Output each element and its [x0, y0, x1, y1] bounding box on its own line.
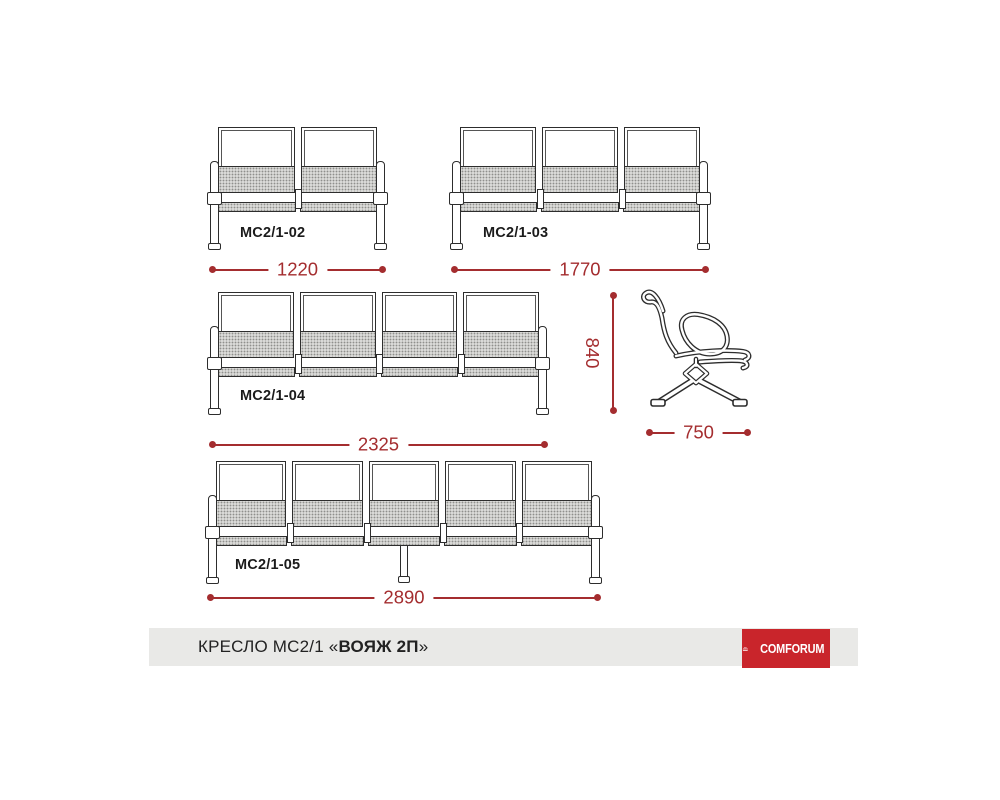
center-leg — [400, 545, 408, 579]
seat-back — [301, 127, 378, 193]
seat-back-upholstery — [370, 500, 438, 526]
seat-unit — [218, 292, 294, 377]
frame-bracket — [535, 357, 550, 370]
seat-pan-edge — [622, 193, 702, 203]
seat-pan-edge — [443, 527, 517, 537]
seat-back — [382, 292, 458, 358]
seat-cushion — [623, 203, 701, 212]
seat-unit — [369, 461, 439, 546]
product-title-series: КРЕСЛО МС2/1 « — [198, 637, 339, 656]
depth-dimension — [647, 421, 750, 443]
seat-back-upholstery — [217, 500, 285, 526]
seat-cushion — [541, 203, 619, 212]
frame-bracket — [205, 526, 220, 539]
seat-pan-edge — [380, 358, 460, 368]
seat-cushion — [299, 368, 377, 377]
dimension-endpoint-dot — [744, 429, 751, 436]
width-dimension-5-seat — [208, 586, 600, 608]
brand-logo-text: COMFORUM — [759, 641, 824, 656]
seat-back-upholstery — [293, 500, 361, 526]
seat-pan-edge — [298, 358, 378, 368]
seat-row — [218, 127, 377, 212]
seat-unit — [463, 292, 539, 377]
seat-cushion — [459, 203, 537, 212]
bench-drawing-3-seat — [452, 127, 708, 250]
leg-foot — [208, 243, 221, 250]
seat-back — [542, 127, 618, 193]
seat-unit — [624, 127, 700, 212]
frame-bracket — [588, 526, 603, 539]
chair-side-view-drawing — [630, 280, 770, 420]
seat-cushion — [291, 537, 363, 546]
dimension-value: 750 — [674, 422, 723, 444]
width-dimension-3-seat — [452, 258, 708, 280]
product-title-quote-close: » — [418, 637, 429, 656]
seat-row — [460, 127, 700, 212]
seat-cushion — [521, 537, 593, 546]
dimension-value: 840 — [582, 337, 603, 369]
seat-unit — [216, 461, 286, 546]
leg-foot — [374, 243, 387, 250]
seat-unit — [460, 127, 536, 212]
seat-back — [218, 127, 295, 193]
seat-cushion — [444, 537, 516, 546]
leg-foot — [206, 577, 219, 584]
frame-bracket — [696, 192, 711, 205]
seat-back — [522, 461, 592, 527]
seat-back — [624, 127, 700, 193]
seat-cushion — [381, 368, 459, 377]
dimension-value: 1770 — [550, 259, 609, 281]
seat-back — [445, 461, 515, 527]
bench-label: МС2/1-05 — [235, 557, 301, 573]
leg-foot — [589, 577, 602, 584]
seat-cushion — [300, 203, 379, 212]
dimension-endpoint-dot — [379, 266, 386, 273]
seat-unit — [301, 127, 378, 212]
seat-pan-edge — [216, 358, 296, 368]
bench-label: МС2/1-04 — [240, 388, 306, 404]
frame-bracket — [207, 357, 222, 370]
seat-unit — [445, 461, 515, 546]
seat-pan-edge — [461, 358, 541, 368]
dimension-endpoint-dot — [610, 407, 617, 414]
seat-cushion — [215, 537, 287, 546]
bench-drawing-5-seat — [208, 461, 600, 584]
seat-back-upholstery — [383, 331, 457, 357]
dimension-line — [612, 296, 614, 410]
seat-row — [216, 461, 592, 546]
dome-icon — [742, 640, 749, 657]
seat-pan-edge — [214, 527, 288, 537]
seat-pan-edge — [520, 527, 594, 537]
dimension-value: 1220 — [268, 259, 327, 281]
seat-back-upholstery — [301, 331, 375, 357]
seat-back — [369, 461, 439, 527]
seat-pan-edge — [367, 527, 441, 537]
seat-pan-edge — [299, 193, 380, 203]
frame-bracket — [449, 192, 464, 205]
seat-unit — [522, 461, 592, 546]
seat-cushion — [462, 368, 540, 377]
seat-back-upholstery — [446, 500, 514, 526]
seat-cushion — [217, 368, 295, 377]
bench-drawing-4-seat — [210, 292, 547, 415]
seat-unit — [300, 292, 376, 377]
seat-back-upholstery — [461, 166, 535, 192]
bench-label: МС2/1-02 — [240, 225, 306, 241]
seat-cushion — [217, 203, 296, 212]
seat-back-upholstery — [219, 331, 293, 357]
product-title — [198, 637, 428, 657]
frame-bracket — [373, 192, 388, 205]
seat-back — [218, 292, 294, 358]
seat-pan-edge — [540, 193, 620, 203]
dimension-endpoint-dot — [541, 441, 548, 448]
seat-back-upholstery — [464, 331, 538, 357]
bench-label: МС2/1-03 — [483, 225, 549, 241]
bench-drawing-2-seat — [210, 127, 385, 250]
footer-bar — [149, 628, 858, 666]
dimension-endpoint-dot — [594, 594, 601, 601]
seat-back-upholstery — [543, 166, 617, 192]
leg-foot — [536, 408, 549, 415]
seat-unit — [542, 127, 618, 212]
dimension-endpoint-dot — [702, 266, 709, 273]
seat-unit — [292, 461, 362, 546]
dimension-value: 2325 — [349, 434, 408, 456]
dimension-value: 2890 — [374, 587, 433, 609]
seat-back-upholstery — [219, 166, 294, 192]
seat-pan-edge — [458, 193, 538, 203]
seat-back — [300, 292, 376, 358]
seat-back — [463, 292, 539, 358]
leg-foot — [697, 243, 710, 250]
width-dimension-4-seat — [210, 433, 547, 455]
brand-logo — [742, 629, 830, 668]
leg-foot — [208, 408, 221, 415]
seat-row — [218, 292, 539, 377]
seat-back-upholstery — [625, 166, 699, 192]
seat-unit — [382, 292, 458, 377]
seat-back — [460, 127, 536, 193]
seat-back — [292, 461, 362, 527]
seat-back-upholstery — [523, 500, 591, 526]
seat-back-upholstery — [302, 166, 377, 192]
frame-bracket — [207, 192, 222, 205]
center-leg-foot — [398, 576, 410, 583]
seat-unit — [218, 127, 295, 212]
product-title-name: ВОЯЖ 2П — [338, 637, 419, 656]
seat-pan-edge — [216, 193, 297, 203]
leg-foot — [450, 243, 463, 250]
width-dimension-2-seat — [210, 258, 385, 280]
height-dimension — [582, 293, 621, 413]
seat-back — [216, 461, 286, 527]
seat-pan-edge — [290, 527, 364, 537]
